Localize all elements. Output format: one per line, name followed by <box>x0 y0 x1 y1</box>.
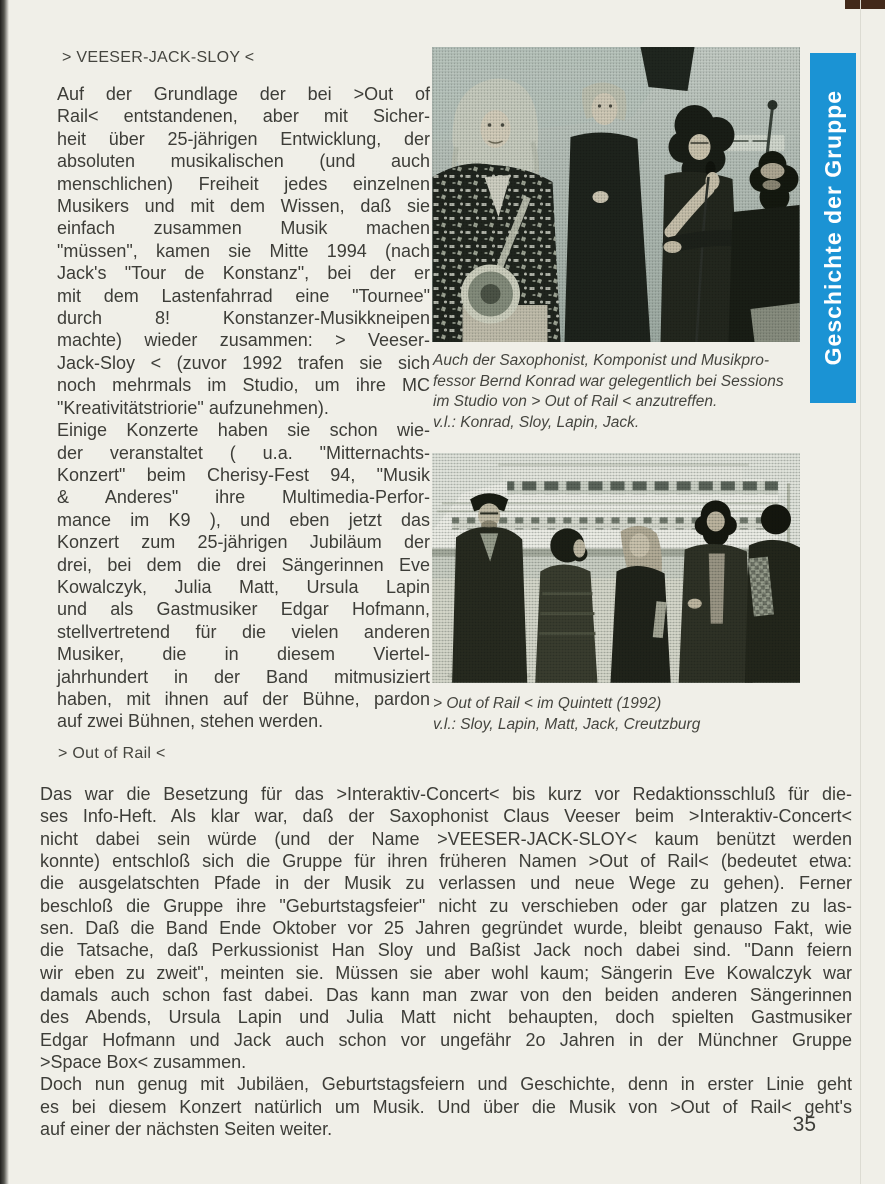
text-line: es bei diesem Konzert natürlich um Musik. Und über die Musik von >Out of Rail< geht's <box>40 1096 852 1117</box>
text-line: machte) wieder zusammen: > Veeser- <box>57 330 430 351</box>
quintet-photo-art <box>432 453 800 683</box>
text-line: Musiker, die in diesem Viertel- <box>57 644 430 665</box>
page-edge-line <box>860 0 861 1184</box>
page-number: 35 <box>792 1113 816 1136</box>
text-line: auf einer der nächsten Seiten weiter. <box>40 1119 333 1140</box>
text-line: stellvertretend für die vielen anderen <box>57 621 430 642</box>
text-line: absoluten musikalischen (und auch <box>57 151 430 172</box>
text-line: Doch nun genug mit Jubiläen, Geburtstagsfeiern und Geschichte, denn in erster Linie geht <box>40 1074 852 1095</box>
text-line: Musikers und mit dem Wissen, daß sie <box>57 196 430 217</box>
text-line: nicht dabei sein würde (und der Name >VEESER-JACK-SLOY< kaum benützt werden <box>40 828 852 849</box>
left-column-text <box>57 83 430 733</box>
text-line: drei, bei dem die drei Sängerinnen Eve <box>57 554 430 575</box>
text-line: konnte) entschloß sich die Gruppe für ihren früheren Namen >Out of Rail< (bedeutet etwa: <box>40 851 852 872</box>
text-line: mit dem Lastenfahrrad eine "Tournee" <box>57 285 430 306</box>
text-line: mance im K9 ), und eben jetzt das <box>57 509 430 530</box>
text-line: fessor Bernd Konrad war gelegentlich bei Sessions <box>433 372 784 390</box>
text-line: damals auch schon fast dabei. Das kann man zwar von den beiden anderen Sängerinnen <box>40 985 852 1006</box>
band-session-photo-art <box>432 47 800 342</box>
text-line: sen. Daß die Band Ende Oktober vor 25 Jahren gegründet wurde, bleibt genauso Fakt, wie <box>40 918 852 939</box>
text-line: heit über 25-jährigen Entwicklung, der <box>57 128 430 149</box>
text-line: der veranstaltet ( u.a. "Mitternachts- <box>57 442 430 463</box>
text-line: v.l.: Konrad, Sloy, Lapin, Jack. <box>433 413 640 431</box>
text-line: und als Gastmusiker Edgar Hofmann, <box>57 599 430 620</box>
text-line: > Out of Rail < im Quintett (1992) <box>433 695 662 712</box>
photo2-caption <box>433 694 813 735</box>
text-line: Kowalczyk, Julia Matt, Ursula Lapin <box>57 576 430 597</box>
text-line: v.l.: Sloy, Lapin, Matt, Jack, Creutzburg <box>433 715 701 733</box>
text-line: Jack's "Tour de Konstanz", bei der er <box>57 263 430 284</box>
text-line: menschlichen) Freiheit jedes einzelnen <box>57 173 430 194</box>
bottom-text-block <box>40 783 852 1141</box>
text-line: einfach zusammen Musik machen <box>57 218 430 239</box>
text-line: "Kreativitätstriorie" aufzunehmen). <box>57 397 329 418</box>
article-title: > VEESER-JACK-SLOY < <box>62 49 255 66</box>
text-line: durch 8! Konstanzer-Musikkneipen <box>57 308 430 329</box>
text-line: Rail< entstandenen, aber mit Sicher- <box>57 106 430 127</box>
text-line: jahrhundert in der Band mitmusiziert <box>57 666 430 687</box>
text-line: Auf der Grundlage der bei >Out of <box>57 84 430 104</box>
scan-edge-artifact <box>0 0 9 1184</box>
text-line: auf zwei Bühnen, stehen werden. <box>57 711 324 732</box>
text-line: Konzert" beim Cherisy-Fest 94, "Musik <box>57 464 430 485</box>
text-line: Auch der Saxophonist, Komponist und Musikpro- <box>433 352 770 369</box>
text-line: die Tatsache, daß Perkussionist Han Sloy und Baßist Jack noch dabei sind. "Dann feiern <box>40 940 852 961</box>
text-line: >Space Box< zusammen. <box>40 1052 247 1073</box>
text-line: ses Info-Heft. Als klar war, daß der Saxophonist Claus Veeser beim >Interaktiv-Concert< <box>40 806 852 827</box>
text-line: Jack-Sloy < (zuvor 1992 trafen sie sich <box>57 352 430 373</box>
quintet-photo <box>432 453 800 683</box>
text-line: Konzert zum 25-jährigen Jubiläum der <box>57 532 430 553</box>
section-tab-label: Geschichte der Gruppe <box>819 90 846 366</box>
text-line: haben, mit ihnen auf der Bühne, pardon <box>57 688 430 709</box>
text-line: noch mehrmals im Studio, um ihre MC <box>57 375 430 396</box>
scan-corner-artifact <box>845 0 885 9</box>
section-tab-geschichte-der-gruppe <box>810 53 856 403</box>
section-heading-out-of-rail: > Out of Rail < <box>58 745 166 762</box>
text-line: Edgar Hofmann und Jack auch schon vor ungefähr 2o Jahren in der Münchner Gruppe <box>40 1029 852 1050</box>
band-session-photo <box>432 47 800 342</box>
text-line: des Abends, Ursula Lapin und Julia Matt nicht behaupten, doch spielten Gastmusiker <box>40 1007 852 1028</box>
text-line: die ausgelatschten Pfade in der Musik zu verlassen und neue Wege zu gehen). Ferner <box>40 873 852 894</box>
photo1-caption <box>433 351 813 433</box>
text-line: Das war die Besetzung für das >Interaktiv-Concert< bis kurz vor Redaktionsschluß für die- <box>40 784 852 804</box>
text-line: & Anderes" ihre Multimedia-Perfor- <box>57 487 430 508</box>
text-line: Einige Konzerte haben sie schon wie- <box>57 420 430 441</box>
text-line: wir eben zu zweit", meinten sie. Müssen sie aber wohl kaum; Sängerin Eve Kowalczyk war <box>40 962 852 983</box>
text-line: "müssen", kamen sie Mitte 1994 (nach <box>57 240 430 261</box>
text-line: beschloß die Gruppe ihre "Geburtstagsfeier" nicht zu verschieben oder gar platzen zu las- <box>40 895 852 916</box>
text-line: im Studio von > Out of Rail < anzutreffen. <box>433 393 718 411</box>
